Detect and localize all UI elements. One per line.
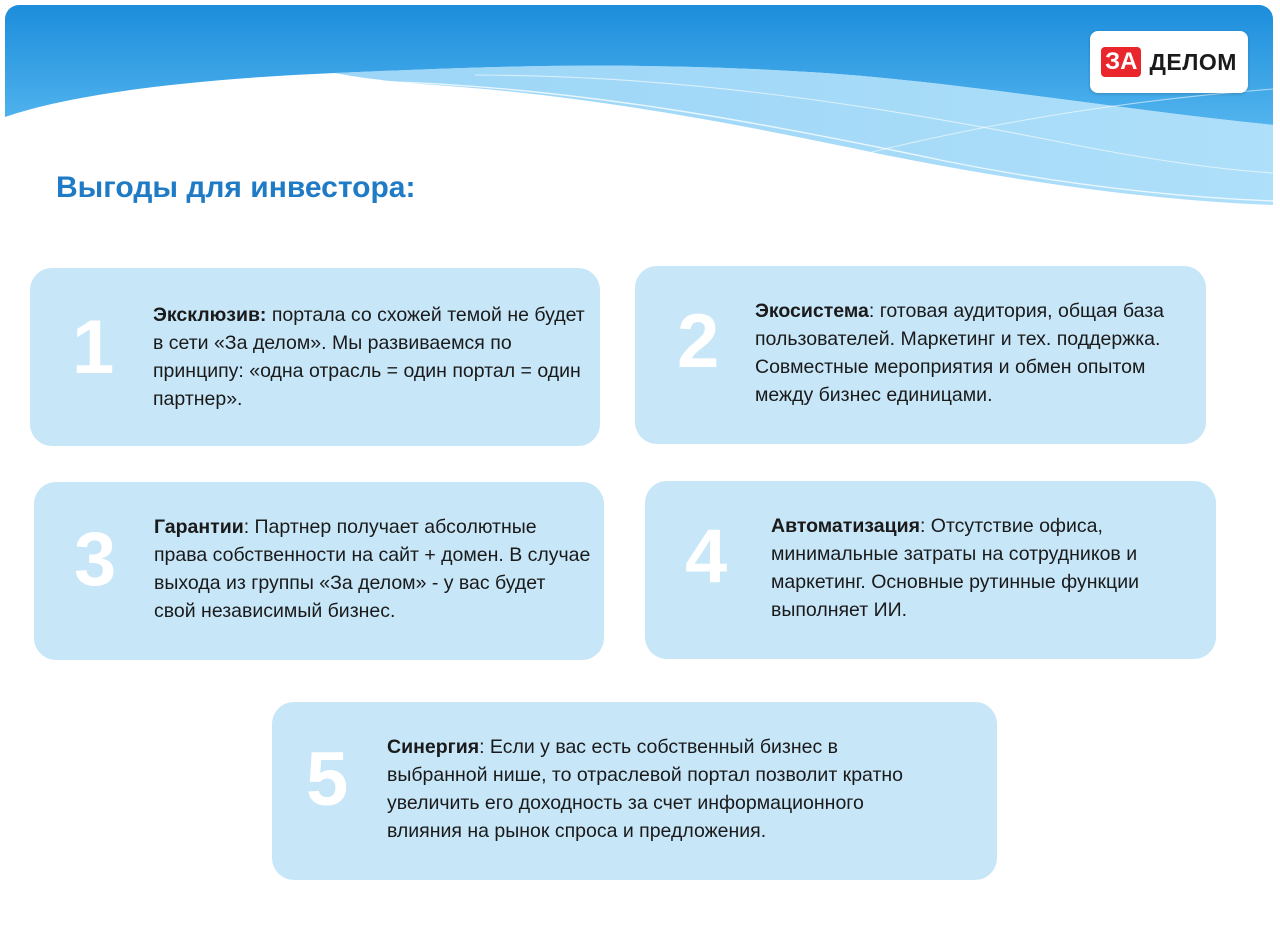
card-description: портала со схожей темой не будет в сети «За делом». Мы развиваемся по принципу: «одна отрасль = один портал = один партнер». (153, 304, 585, 410)
card-number: 5 (306, 737, 349, 822)
benefit-card-2 (635, 266, 1206, 444)
card-term: Автоматизация (771, 515, 920, 537)
card-number: 4 (685, 514, 728, 599)
card-term: Экосистема (755, 300, 869, 322)
card-text (387, 733, 937, 845)
card-number: 3 (74, 517, 117, 602)
card-term: Гарантии (154, 516, 244, 538)
card-text (771, 512, 1191, 624)
slide (5, 5, 1273, 943)
card-description: : готовая аудитория, общая база пользователей. Маркетинг и тех. поддержка. Совместные мероприятия и обмен опытом между бизнес единицами. (755, 300, 1165, 406)
benefit-card-4 (645, 481, 1216, 659)
benefit-card-1 (30, 268, 600, 446)
card-term: Синергия (387, 736, 480, 758)
page-title: Выгоды для инвестора: (56, 171, 416, 204)
logo-mark: ЗА (1101, 47, 1141, 77)
card-text (153, 301, 585, 413)
za-delom-logo (1090, 31, 1248, 93)
card-description: : Если у вас есть собственный бизнес в выбранной нише, то отраслевой портал позволит кратно увеличить его доходность за счет информационного влияния на рынок спроса и предложения. (387, 736, 904, 842)
card-number: 1 (72, 305, 115, 390)
benefit-card-5 (272, 702, 997, 880)
card-term: Эксклюзив: (153, 304, 267, 326)
card-description: : Отсутствие офиса, минимальные затраты на сотрудников и маркетинг. Основные рутинные функции выполняет ИИ. (771, 515, 1139, 621)
card-description: : Партнер получает абсолютные права собственности на сайт + домен. В случае выхода из группы «За делом» - у вас будет свой независимый бизнес. (154, 516, 591, 622)
benefit-card-3 (34, 482, 604, 660)
card-text (154, 513, 592, 625)
card-text (755, 297, 1185, 409)
logo-text: ДЕЛОМ (1149, 48, 1237, 75)
card-number: 2 (677, 299, 720, 384)
